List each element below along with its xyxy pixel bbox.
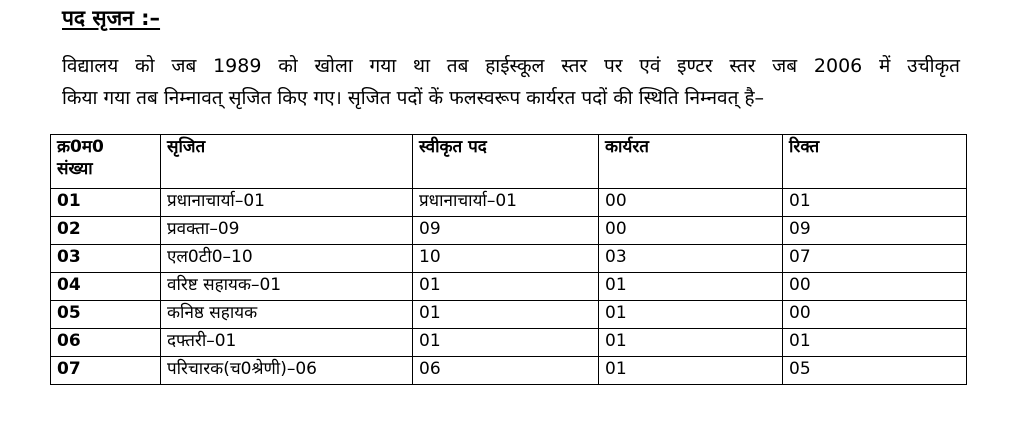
section-heading: पद सृजन :– (62, 6, 161, 30)
table-row (51, 301, 967, 329)
cell-srijit: दफ्तरी–01 (161, 329, 413, 357)
cell-serial: 06 (51, 329, 161, 357)
header-serial-line-1: क्र0म0 (57, 137, 104, 157)
table-row (51, 357, 967, 385)
cell-swikrit: 01 (413, 329, 599, 357)
cell-srijit: एल0टी0–10 (161, 245, 413, 273)
cell-srijit: परिचारक(च0श्रेणी)–06 (161, 357, 413, 385)
header-rikt: रिक्त (783, 135, 967, 189)
intro-paragraph (62, 50, 960, 114)
header-swikrit-pad: स्वीकृत पद (413, 135, 599, 189)
cell-karyarat: 01 (599, 329, 783, 357)
cell-swikrit: 10 (413, 245, 599, 273)
cell-swikrit: 01 (413, 301, 599, 329)
cell-swikrit: 09 (413, 217, 599, 245)
cell-serial: 03 (51, 245, 161, 273)
cell-serial: 02 (51, 217, 161, 245)
cell-rikt: 07 (783, 245, 967, 273)
header-serial-line-2: संख्या (57, 159, 93, 179)
cell-srijit: प्रधानाचार्या–01 (161, 189, 413, 217)
table-row (51, 217, 967, 245)
cell-srijit: वरिष्ट सहायक–01 (161, 273, 413, 301)
cell-serial: 07 (51, 357, 161, 385)
table-row (51, 273, 967, 301)
paragraph-line-2: किया गया तब निम्नावत् सृजित किए गए। सृजित पदों कें फलस्वरूप कार्यरत पदों की स्थिति निम्नवत् है– (62, 87, 765, 109)
table-row (51, 189, 967, 217)
cell-serial: 04 (51, 273, 161, 301)
header-serial-number (51, 135, 161, 189)
posts-table (50, 134, 967, 385)
cell-karyarat: 03 (599, 245, 783, 273)
cell-karyarat: 00 (599, 189, 783, 217)
cell-karyarat: 01 (599, 301, 783, 329)
cell-rikt: 00 (783, 273, 967, 301)
cell-swikrit: 01 (413, 273, 599, 301)
table-row (51, 329, 967, 357)
cell-karyarat: 01 (599, 357, 783, 385)
cell-rikt: 00 (783, 301, 967, 329)
cell-karyarat: 00 (599, 217, 783, 245)
cell-karyarat: 01 (599, 273, 783, 301)
cell-rikt: 01 (783, 329, 967, 357)
cell-serial: 01 (51, 189, 161, 217)
cell-swikrit: प्रधानाचार्या–01 (413, 189, 599, 217)
header-srijit: सृजित (161, 135, 413, 189)
cell-rikt: 09 (783, 217, 967, 245)
paragraph-line-1: विद्यालय को जब 1989 को खोला गया था तब हाईस्कूल स्तर पर एवं इण्टर स्तर जब 2006 में उचीकृत (62, 55, 960, 77)
cell-srijit: कनिष्ठ सहायक (161, 301, 413, 329)
table-header-row (51, 135, 967, 189)
cell-srijit: प्रवक्ता–09 (161, 217, 413, 245)
header-karyarat: कार्यरत (599, 135, 783, 189)
cell-rikt: 05 (783, 357, 967, 385)
cell-swikrit: 06 (413, 357, 599, 385)
table-row (51, 245, 967, 273)
cell-rikt: 01 (783, 189, 967, 217)
cell-serial: 05 (51, 301, 161, 329)
